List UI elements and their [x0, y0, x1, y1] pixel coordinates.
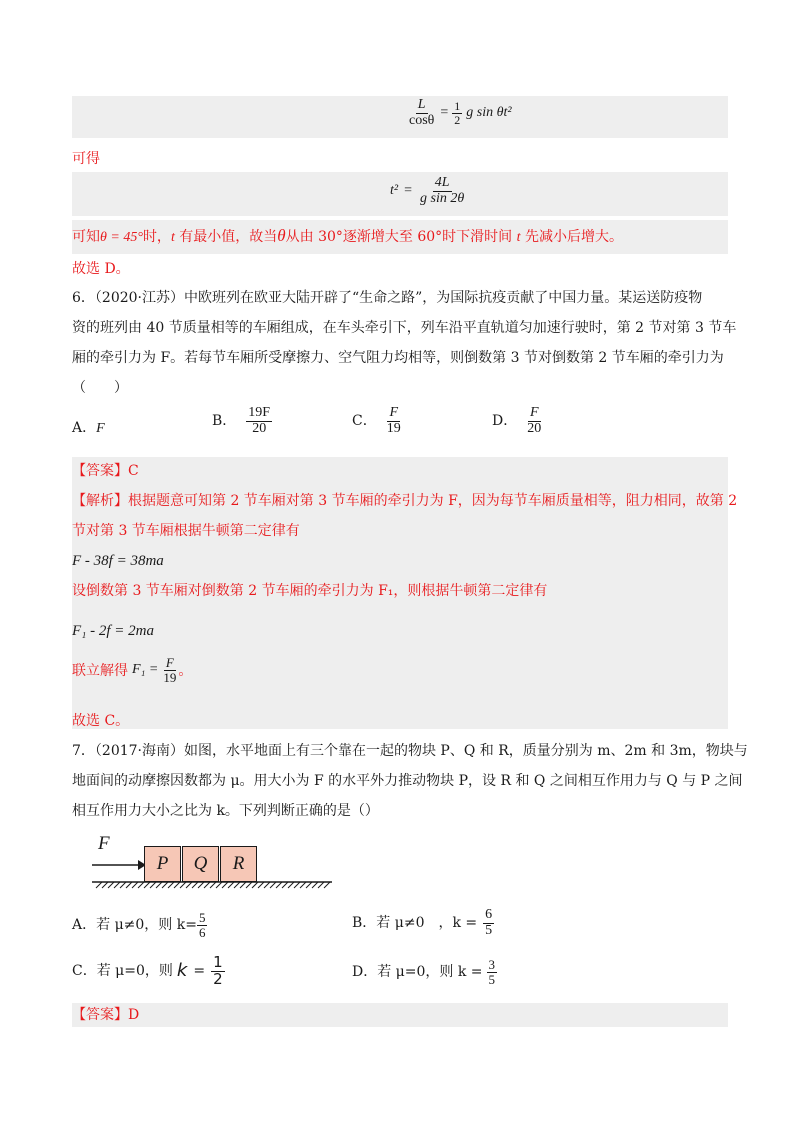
q6-line-1: 6．（2020·江苏）中欧班列在欧亚大陆开辟了“生命之路”，为国际抗疫贡献了中国力量。某运送防疫物 [72, 290, 703, 306]
conclusion-part: 先减小后增大。 [520, 229, 623, 245]
option-label: A． [72, 420, 97, 436]
q7-answer: 【答案】D [72, 1007, 140, 1023]
force-arrow-icon [92, 859, 146, 871]
option-condition: 若 μ=0，则 [96, 963, 173, 980]
q6-option-d [492, 406, 543, 436]
force-label: F [98, 833, 110, 854]
half-numerator: 1 [454, 99, 461, 114]
option-numerator: 6 [485, 907, 493, 922]
equals-sign: = [193, 963, 206, 980]
q7-option-b [352, 908, 494, 938]
option-denominator: 2 [213, 969, 223, 988]
block-r: R [220, 846, 257, 882]
option-label: D． [492, 413, 518, 430]
conclusion-part: 有最小值，故当 [174, 229, 278, 245]
q7-line-1: 7．（2017·海南）如图，水平地面上有三个靠在一起的物块 P、Q 和 R，质量分别为 m、2m 和 3m，物块与 [72, 743, 748, 759]
conclusion-part: 可知 [72, 229, 100, 245]
t-variable: t [170, 230, 175, 245]
equals-sign: = [404, 183, 412, 199]
q6-choose: 故选 C。 [72, 713, 130, 729]
q6-equation-1: F - 38f = 38ma [72, 553, 164, 569]
conclusion-part: 从由 30°逐渐增大至 60°时下滑时间 [285, 229, 517, 245]
option-denominator: 20 [252, 420, 267, 436]
equation-box-prev [72, 96, 728, 138]
option-denominator: 5 [488, 971, 496, 987]
q7-option-c [72, 955, 225, 988]
option-denominator: 6 [198, 924, 206, 940]
k-variable: k [176, 960, 188, 982]
q6-analysis-line-1 [72, 491, 737, 511]
solve-lhs: F₁ = [132, 662, 159, 678]
solve-denominator: 19 [163, 669, 177, 685]
analysis-tag: 【解析】 [72, 493, 128, 509]
lhs-denominator: cosθ [409, 112, 435, 128]
option-numerator: 19F [248, 405, 271, 420]
t-variable: t [516, 230, 521, 245]
rhs-expression: g sin θt² [466, 105, 512, 121]
option-numerator: 3 [488, 957, 496, 972]
q6-option-b [212, 406, 272, 436]
q6-paren: （ ） [72, 380, 128, 396]
q6-analysis-line-2: 节对第 3 节车厢根据牛顿第二定律有 [72, 523, 300, 539]
block-q: Q [182, 846, 219, 882]
option-numerator: 5 [198, 910, 206, 925]
option-condition: 若 μ=0，则 k = [377, 964, 483, 981]
option-denominator: 19 [386, 420, 401, 436]
option-numerator: 1 [213, 953, 223, 971]
solve-period: 。 [178, 663, 193, 680]
half-denominator: 2 [454, 112, 461, 127]
option-numerator: F [529, 405, 539, 420]
q6-solve-line [72, 656, 192, 684]
equals-sign: = [440, 105, 449, 121]
q6-line-3: 厢的牵引力为 F。若每节车厢所受摩擦力、空气阻力均相等，则倒数第 3 节对倒数第 2 节车厢的牵引力为 [72, 350, 724, 366]
ground-hatch-icon [92, 881, 332, 889]
equation-box-t [72, 172, 728, 216]
q6-answer: 【答案】C [72, 463, 139, 479]
kede-text: 可得 [72, 151, 100, 167]
option-denominator: 20 [527, 420, 542, 436]
option-label: C． [352, 413, 377, 430]
conclusion-part: 时， [142, 229, 171, 245]
analysis-text: 根据题意可知第 2 节车厢对第 3 节车厢的牵引力为 F，因为每节车厢质量相等，阻力相同，故第 2 [128, 493, 738, 509]
lhs-numerator: L [417, 97, 426, 112]
q7-figure [92, 833, 332, 889]
q6-analysis-line-3: 设倒数第 3 节车厢对倒数第 2 节车厢的牵引力为 F₁，则根据牛顿第二定律有 [72, 583, 548, 599]
choose-prev: 故选 D。 [72, 261, 130, 277]
theta-value: θ = 45° [100, 230, 143, 245]
q7-line-3: 相互作用力大小之比为 k。下列判断正确的是（） [72, 803, 379, 819]
block-p: P [144, 846, 181, 882]
solve-numerator: F [165, 655, 174, 670]
q7-option-a [72, 911, 207, 939]
q6-option-c [352, 406, 403, 436]
q6-line-2: 资的班列由 40 节质量相等的车厢组成，在车头牵引下，列车沿平直轨道匀加速行驶时，第 2 节对第 3 节车 [72, 320, 737, 336]
option-condition: 若 μ≠0 ，k = [376, 915, 478, 932]
option-label: D． [352, 964, 378, 981]
solve-label: 联立解得 [72, 663, 128, 680]
conclusion-line [72, 226, 623, 248]
option-label: A． [72, 917, 97, 934]
option-label: B． [352, 915, 377, 932]
theta-variable: θ [277, 226, 286, 245]
t-squared: t² [390, 183, 399, 199]
q6-option-a [72, 418, 105, 439]
option-numerator: F [389, 405, 398, 420]
t-numerator: 4L [434, 175, 450, 190]
option-condition: 若 μ≠0，则 k= [96, 917, 197, 934]
option-label: B． [212, 413, 237, 430]
option-denominator: 5 [485, 922, 493, 938]
blocks-row [144, 846, 260, 882]
t-denominator: g sin 2θ [420, 190, 465, 206]
q6-equation-2: F₁ - 2f = 2ma [72, 623, 154, 639]
q7-option-d [352, 958, 497, 986]
q7-answer-box [72, 1003, 728, 1027]
q7-line-2: 地面间的动摩擦因数都为 μ。用大小为 F 的水平外力推动物块 P，设 R 和 Q 之间相互作用力与 Q 与 P 之间 [72, 773, 743, 789]
option-text: F [96, 421, 105, 436]
option-label: C． [72, 963, 97, 980]
